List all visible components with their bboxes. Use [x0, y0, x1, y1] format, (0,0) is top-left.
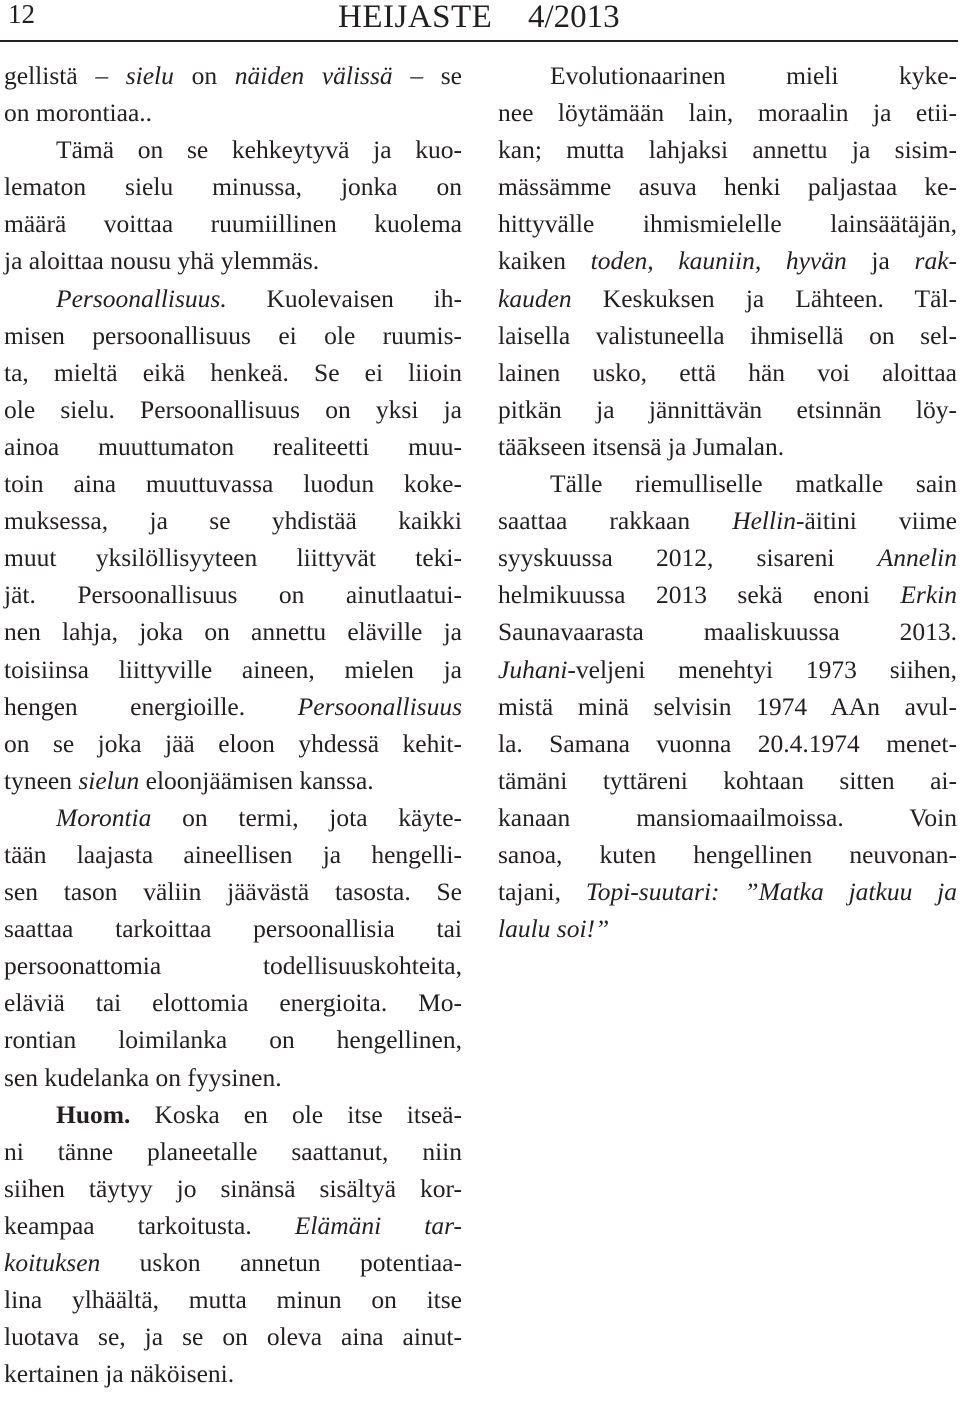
- text-line: mistä minä selvisin 1974 AAn avul-: [498, 691, 957, 721]
- right-column: [498, 57, 957, 947]
- text-line: tämäni tyttäreni kohtaan sitten ai-: [498, 765, 957, 795]
- page-number: 12: [8, 0, 35, 29]
- text-line: lainen usko, että hän voi aloittaa: [498, 357, 957, 387]
- text-line: kanaan mansiomaailmoissa. Voin: [498, 802, 957, 832]
- text-line: muut yksilöllisyyteen liittyvät teki-: [4, 543, 462, 573]
- text-line: saattaa rakkaan Hellin-äitini viime: [498, 506, 957, 536]
- text-line: hengen energioille. Persoonallisuus: [4, 691, 462, 721]
- text-line: syyskuussa 2012, sisareni Annelin: [498, 543, 957, 573]
- text-line: laulu soi!”: [498, 914, 610, 944]
- text-line: täākseen itsensä ja Jumalan.: [498, 431, 785, 461]
- text-line: sen tason väliin jäävästä tasosta. Se: [4, 877, 462, 907]
- text-line: persoonattomia todellisuuskohteita,: [4, 951, 462, 981]
- text-line: lina ylhäältä, mutta minun on itse: [4, 1285, 462, 1315]
- text-line: ole sielu. Persoonallisuus on yksi ja: [4, 394, 462, 424]
- text-line: helmikuussa 2013 sekä enoni Erkin: [498, 580, 957, 610]
- text-line: eläviä tai elottomia energioita. Mo-: [4, 988, 462, 1018]
- text-line: ja aloittaa nousu yhä ylemmäs.: [4, 246, 320, 276]
- text-line: toin aina muuttuvassa luodun koke-: [4, 469, 462, 499]
- text-line: gellistä – sielu on näiden välissä – se: [4, 61, 462, 90]
- text-line: kan; mutta lahjaksi annettu ja sisim-: [498, 135, 957, 165]
- text-line: saattaa tarkoittaa persoonallisia tai: [4, 914, 462, 944]
- left-column: [4, 57, 462, 1392]
- paragraph: [498, 465, 957, 947]
- text-line: misen persoonallisuus ei ole ruumis-: [4, 320, 462, 350]
- text-line: toisiinsa liittyville aineen, mielen ja: [4, 654, 462, 684]
- text-line: Tälle riemulliselle matkalle sain: [550, 469, 957, 499]
- text-line: laisella valistuneella ihmisellä on sel-: [498, 320, 957, 350]
- journal-title: HEIJASTE: [338, 0, 493, 35]
- text-line: siihen täytyy jo sinänsä sisältyä kor-: [4, 1173, 462, 1203]
- issue-number: 4/2013: [528, 0, 620, 35]
- text-line: nen lahja, joka on annettu eläville ja: [4, 617, 462, 647]
- paragraph: [4, 280, 462, 799]
- text-line: on se joka jää eloon yhdessä kehit-: [4, 728, 462, 758]
- text-line: Tämä on se kehkeytyvä ja kuo-: [56, 135, 462, 165]
- text-line: tajani, Topi-suutari: ”Matka jatkuu ja: [498, 877, 958, 907]
- text-line: lematon sielu minussa, jonka on: [4, 172, 462, 202]
- text-line: pitkän ja jännittävän etsinnän löy-: [498, 394, 957, 424]
- text-line: Persoonallisuus. Kuolevaisen ih-: [56, 283, 462, 313]
- text-line: koituksen uskon annetun potentiaa-: [4, 1248, 462, 1277]
- paragraph: [4, 799, 462, 1096]
- text-line: ainoa muuttumaton realiteetti muu-: [4, 431, 462, 461]
- text-line: la. Samana vuonna 20.4.1974 menet-: [498, 728, 957, 758]
- paragraph: [498, 57, 957, 465]
- text-line: sanoa, kuten hengellinen neuvonan-: [498, 839, 957, 869]
- text-line: rontian loimilanka on hengellinen,: [4, 1025, 462, 1055]
- text-line: Saunavaarasta maaliskuussa 2013.: [498, 617, 957, 647]
- text-line: Juhani-veljeni menehtyi 1973 siihen,: [498, 654, 957, 684]
- text-line: muksessa, ja se yhdistää kaikki: [4, 506, 462, 536]
- text-line: Huom. Koska en ole itse itseä-: [56, 1099, 462, 1129]
- text-line: luotava se, ja se on oleva aina ainut-: [4, 1322, 462, 1352]
- paragraph: [4, 131, 462, 279]
- text-line: hittyvälle ihmismielelle lainsäätäjän,: [498, 209, 957, 239]
- text-line: ni tänne planeetalle saattanut, niin: [4, 1136, 462, 1166]
- text-line: on morontiaa..: [4, 98, 153, 128]
- header-rule: [0, 40, 958, 42]
- text-line: kauden Keskuksen ja Lähteen. Täl-: [498, 283, 957, 313]
- text-line: määrä voittaa ruumiillinen kuolema: [4, 209, 462, 239]
- text-line: keampaa tarkoitusta. Elämäni tar-: [4, 1210, 463, 1240]
- text-line: ta, mieltä eikä henkeä. Se ei liioin: [4, 357, 462, 387]
- page-header: [0, 0, 960, 44]
- text-line: jät. Persoonallisuus on ainutlaatui-: [4, 580, 462, 610]
- text-line: Evolutionaarinen mieli kyke-: [550, 61, 957, 90]
- text-line: Morontia on termi, jota käyte-: [56, 802, 462, 832]
- text-line: kaiken toden, kauniin, hyvän ja rak-: [498, 246, 957, 276]
- text-line: nee löytämään lain, moraalin ja etii-: [498, 98, 957, 128]
- text-line: mässämme asuva henki paljastaa ke-: [498, 172, 957, 202]
- paragraph: [4, 1096, 462, 1393]
- paragraph: [4, 57, 462, 131]
- text-line: sen kudelanka on fyysinen.: [4, 1062, 282, 1092]
- text-line: tään laajasta aineellisen ja hengelli-: [4, 839, 462, 869]
- text-line: tyneen sielun eloonjäämisen kanssa.: [4, 765, 374, 795]
- text-line: kertainen ja näköiseni.: [4, 1359, 235, 1389]
